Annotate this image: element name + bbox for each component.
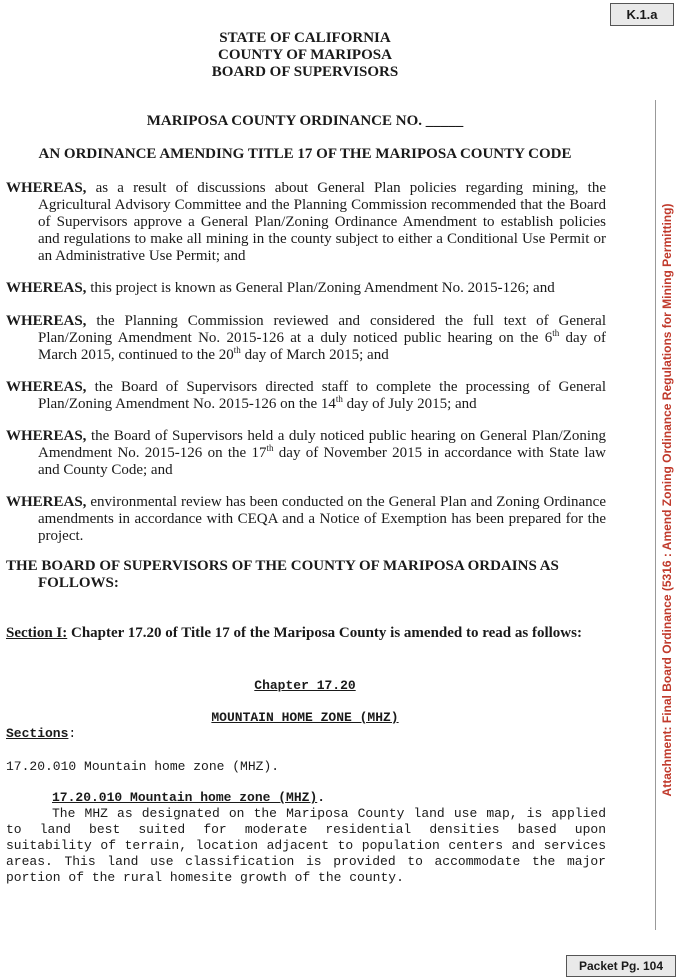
section-i-label: Section I: (6, 625, 68, 641)
ordains-heading: THE BOARD OF SUPERVISORS OF THE COUNTY OF MARIPOSA ORDAINS AS FOLLOWS: (6, 558, 559, 591)
packet-page-number: Packet Pg. 104 (566, 955, 676, 977)
attachment-tag: K.1.a (610, 3, 674, 26)
ordinance-title: AN ORDINANCE AMENDING TITLE 17 OF THE MARIPOSA COUNTY CODE (38, 146, 572, 162)
whereas-label: WHEREAS, (6, 494, 87, 510)
sections-label (6, 726, 76, 741)
whereas-label: WHEREAS, (6, 180, 87, 196)
header-state: STATE OF CALIFORNIA (219, 30, 391, 46)
ordinal-suffix: th (552, 328, 560, 338)
whereas-text: environmental review has been conducted on the General Plan and Zoning Ordinance amendments in accordance with CEQA and a Notice of Exemption has been prepared for the project. (38, 494, 606, 544)
ordinal-suffix: th (335, 394, 343, 404)
whereas-text: day of March 2015, continued to the 20 (38, 330, 606, 363)
zone-title: MOUNTAIN HOME ZONE (MHZ) (211, 710, 399, 725)
whereas-text: the Board of Supervisors held a duly noticed public hearing on General Plan/Zoning Amendment No. 2015-126 on the 17 (38, 428, 607, 461)
whereas-text: day of November 2015 in accordance with State law and County Code; and (38, 445, 606, 478)
whereas-text: day of March 2015; and (240, 347, 389, 363)
section-i-text: Chapter 17.20 of Title 17 of the Mariposa County is amended to read as follows: (67, 625, 582, 641)
section-body-text: The MHZ as designated on the Mariposa County land use map, is applied to land best suited for moderate residential densities based upon suitability of terrain, location adjacent to population centers and services areas. This land use classification is provided to accommodate the major portion of the rural homesite growth of the county. (6, 806, 606, 885)
attachment-side-label: Attachment: Final Board Ordinance (5316 : Amend Zoning Ordinance Regulations for Mining Permitting) (660, 203, 674, 797)
whereas-paragraph-5 (6, 428, 606, 479)
ordinal-suffix: th (233, 345, 241, 355)
section-i-heading (6, 625, 606, 642)
document-header (0, 30, 610, 81)
whereas-label: WHEREAS, (6, 379, 87, 395)
whereas-label: WHEREAS, (6, 313, 87, 329)
whereas-paragraph-6 (6, 494, 606, 545)
whereas-text: day of July 2015; and (342, 396, 477, 412)
sections-label-text: Sections (6, 726, 69, 741)
whereas-text: the Board of Supervisors directed staff to complete the processing of General Plan/Zoning Amendment No. 2015-126 on the 14 (38, 379, 606, 412)
whereas-label: WHEREAS, (6, 428, 87, 444)
whereas-paragraph-1 (6, 180, 606, 265)
sections-list-item: 17.20.010 Mountain home zone (MHZ). (6, 759, 280, 774)
section-subheading-text: 17.20.010 Mountain home zone (MHZ) (52, 790, 318, 805)
chapter-heading: Chapter 17.20 (254, 678, 356, 693)
whereas-paragraph-2 (6, 280, 606, 297)
whereas-text: this project is known as General Plan/Zoning Amendment No. 2015-126; and (90, 280, 555, 296)
whereas-text: the Planning Commission reviewed and considered the full text of General Plan/Zoning Amendment No. 2015-126 at a duly noticed public hearing on the 6 (38, 313, 606, 346)
whereas-label: WHEREAS, (6, 280, 87, 296)
header-county: COUNTY OF MARIPOSA (218, 47, 392, 63)
whereas-text: as a result of discussions about General Plan policies regarding mining, the Agricultural Advisory Committee and the Planning Commission recommended that the Board of Supervisors approve a General Plan/Zoning Ordinance Amendment to establish policies and regulations to make all mining in the county subject to either a Conditional Use Permit or an Administrative Use Permit; and (38, 180, 607, 264)
whereas-paragraph-4 (6, 379, 606, 413)
header-board: BOARD OF SUPERVISORS (211, 64, 399, 80)
ordinance-number: MARIPOSA COUNTY ORDINANCE NO. _____ (146, 113, 464, 129)
section-subheading (52, 790, 325, 805)
sections-colon: : (68, 726, 77, 741)
section-subheading-period: . (317, 790, 326, 805)
whereas-paragraph-3 (6, 313, 606, 364)
ordinal-suffix: th (266, 443, 274, 453)
